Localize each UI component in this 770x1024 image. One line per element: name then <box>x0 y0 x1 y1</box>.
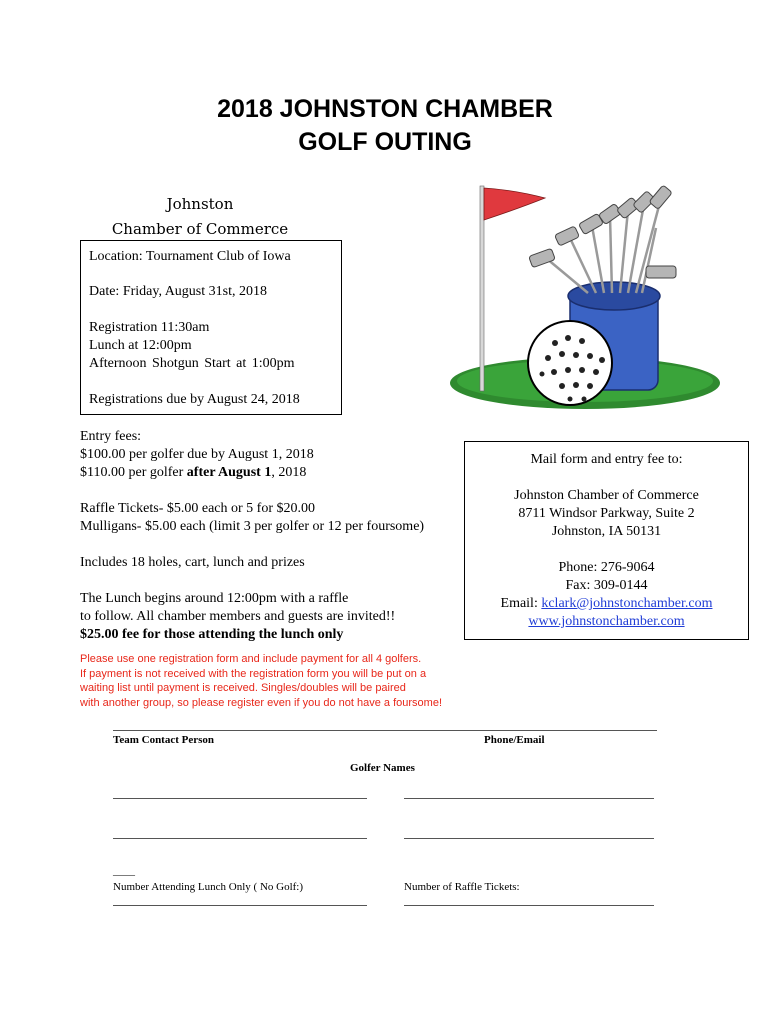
raffle-tickets-field[interactable] <box>404 905 654 906</box>
fee-early: $100.00 per golfer due by August 1, 2018 <box>80 447 314 462</box>
lunch-fee: $25.00 fee for those attending the lunch only <box>80 627 344 642</box>
lunch-info-2: to follow. All chamber members and guests are invited!! <box>80 609 396 624</box>
registration-time: Registration 11:30am <box>89 320 210 335</box>
date-text: Date: Friday, August 31st, 2018 <box>89 284 267 299</box>
email-link[interactable]: kclark@johnstonchamber.com <box>541 596 713 611</box>
team-contact-label: Team Contact Person <box>113 734 215 746</box>
org-line-1: Johnston <box>166 195 234 213</box>
mail-info-box <box>464 441 749 640</box>
lunch-only-label: Number Attending Lunch Only ( No Golf:) <box>113 881 304 893</box>
mail-street: 8711 Windsor Parkway, Suite 2 <box>518 506 695 521</box>
page-title <box>0 93 770 159</box>
raffle-price: Raffle Tickets- $5.00 each or 5 for $20.00 <box>80 501 315 516</box>
fees-heading: Entry fees: <box>80 429 142 444</box>
golf-bag-illustration <box>420 178 725 428</box>
lunch-info-1: The Lunch begins around 12:00pm with a raffle <box>80 591 349 606</box>
mail-org: Johnston Chamber of Commerce <box>514 488 699 503</box>
fees-section <box>80 428 424 644</box>
team-contact-field[interactable] <box>113 730 657 731</box>
flag-pole <box>480 186 484 391</box>
shotgun-start: Afternoon Shotgun Start at 1:00pm <box>89 356 295 371</box>
fee-late-bold: after August 1 <box>186 465 272 480</box>
mail-fax: Fax: 309-0144 <box>565 578 648 593</box>
notice-line-4: with another group, so please register even if you do not have a foursome! <box>80 696 442 709</box>
lunch-only-field[interactable] <box>113 905 367 906</box>
website-link[interactable]: www.johnstonchamber.com <box>528 614 685 629</box>
golfer-name-field-1[interactable] <box>113 798 367 799</box>
fee-late: $110.00 per golfer after August 1, 2018 <box>80 465 307 480</box>
notice-line-1: Please use one registration form and include payment for all 4 golfers. <box>80 653 422 665</box>
mail-heading: Mail form and entry fee to: <box>530 452 683 467</box>
notice-line-3: waiting list until payment is received. Singles/doubles will be paired <box>80 682 406 694</box>
raffle-tickets-label: Number of Raffle Tickets: <box>404 881 520 893</box>
mulligans-price: Mulligans- $5.00 each (limit 3 per golfer or 12 per foursome) <box>80 519 425 534</box>
mail-email-line: Email: kclark@johnstonchamber.com <box>500 596 713 611</box>
golf-ball <box>528 321 612 405</box>
includes-text: Includes 18 holes, cart, lunch and prizes <box>80 555 305 570</box>
organization-name <box>95 192 305 242</box>
phone-email-label: Phone/Email <box>484 734 545 746</box>
org-line-2: Chamber of Commerce <box>111 220 289 238</box>
title-line-1: 2018 JOHNSTON CHAMBER <box>217 95 553 123</box>
golfer-names-label: Golfer Names <box>350 762 415 774</box>
location-text: Location: Tournament Club of Iowa <box>89 249 291 264</box>
lunch-count-blank[interactable]: ____ <box>113 865 135 877</box>
notice-line-2: If payment is not received with the registration form you will be put on a <box>80 667 427 680</box>
golfer-name-field-4[interactable] <box>404 838 654 839</box>
payment-notice <box>80 652 500 710</box>
mail-city: Johnston, IA 50131 <box>551 524 662 539</box>
flag-icon <box>484 188 545 220</box>
registration-deadline: Registrations due by August 24, 2018 <box>89 392 300 407</box>
golfer-name-field-3[interactable] <box>113 838 367 839</box>
title-line-2: GOLF OUTING <box>298 128 472 156</box>
lunch-time: Lunch at 12:00pm <box>89 338 192 353</box>
mail-phone: Phone: 276-9064 <box>558 560 655 575</box>
golfer-name-field-2[interactable] <box>404 798 654 799</box>
event-details-box <box>80 240 342 415</box>
